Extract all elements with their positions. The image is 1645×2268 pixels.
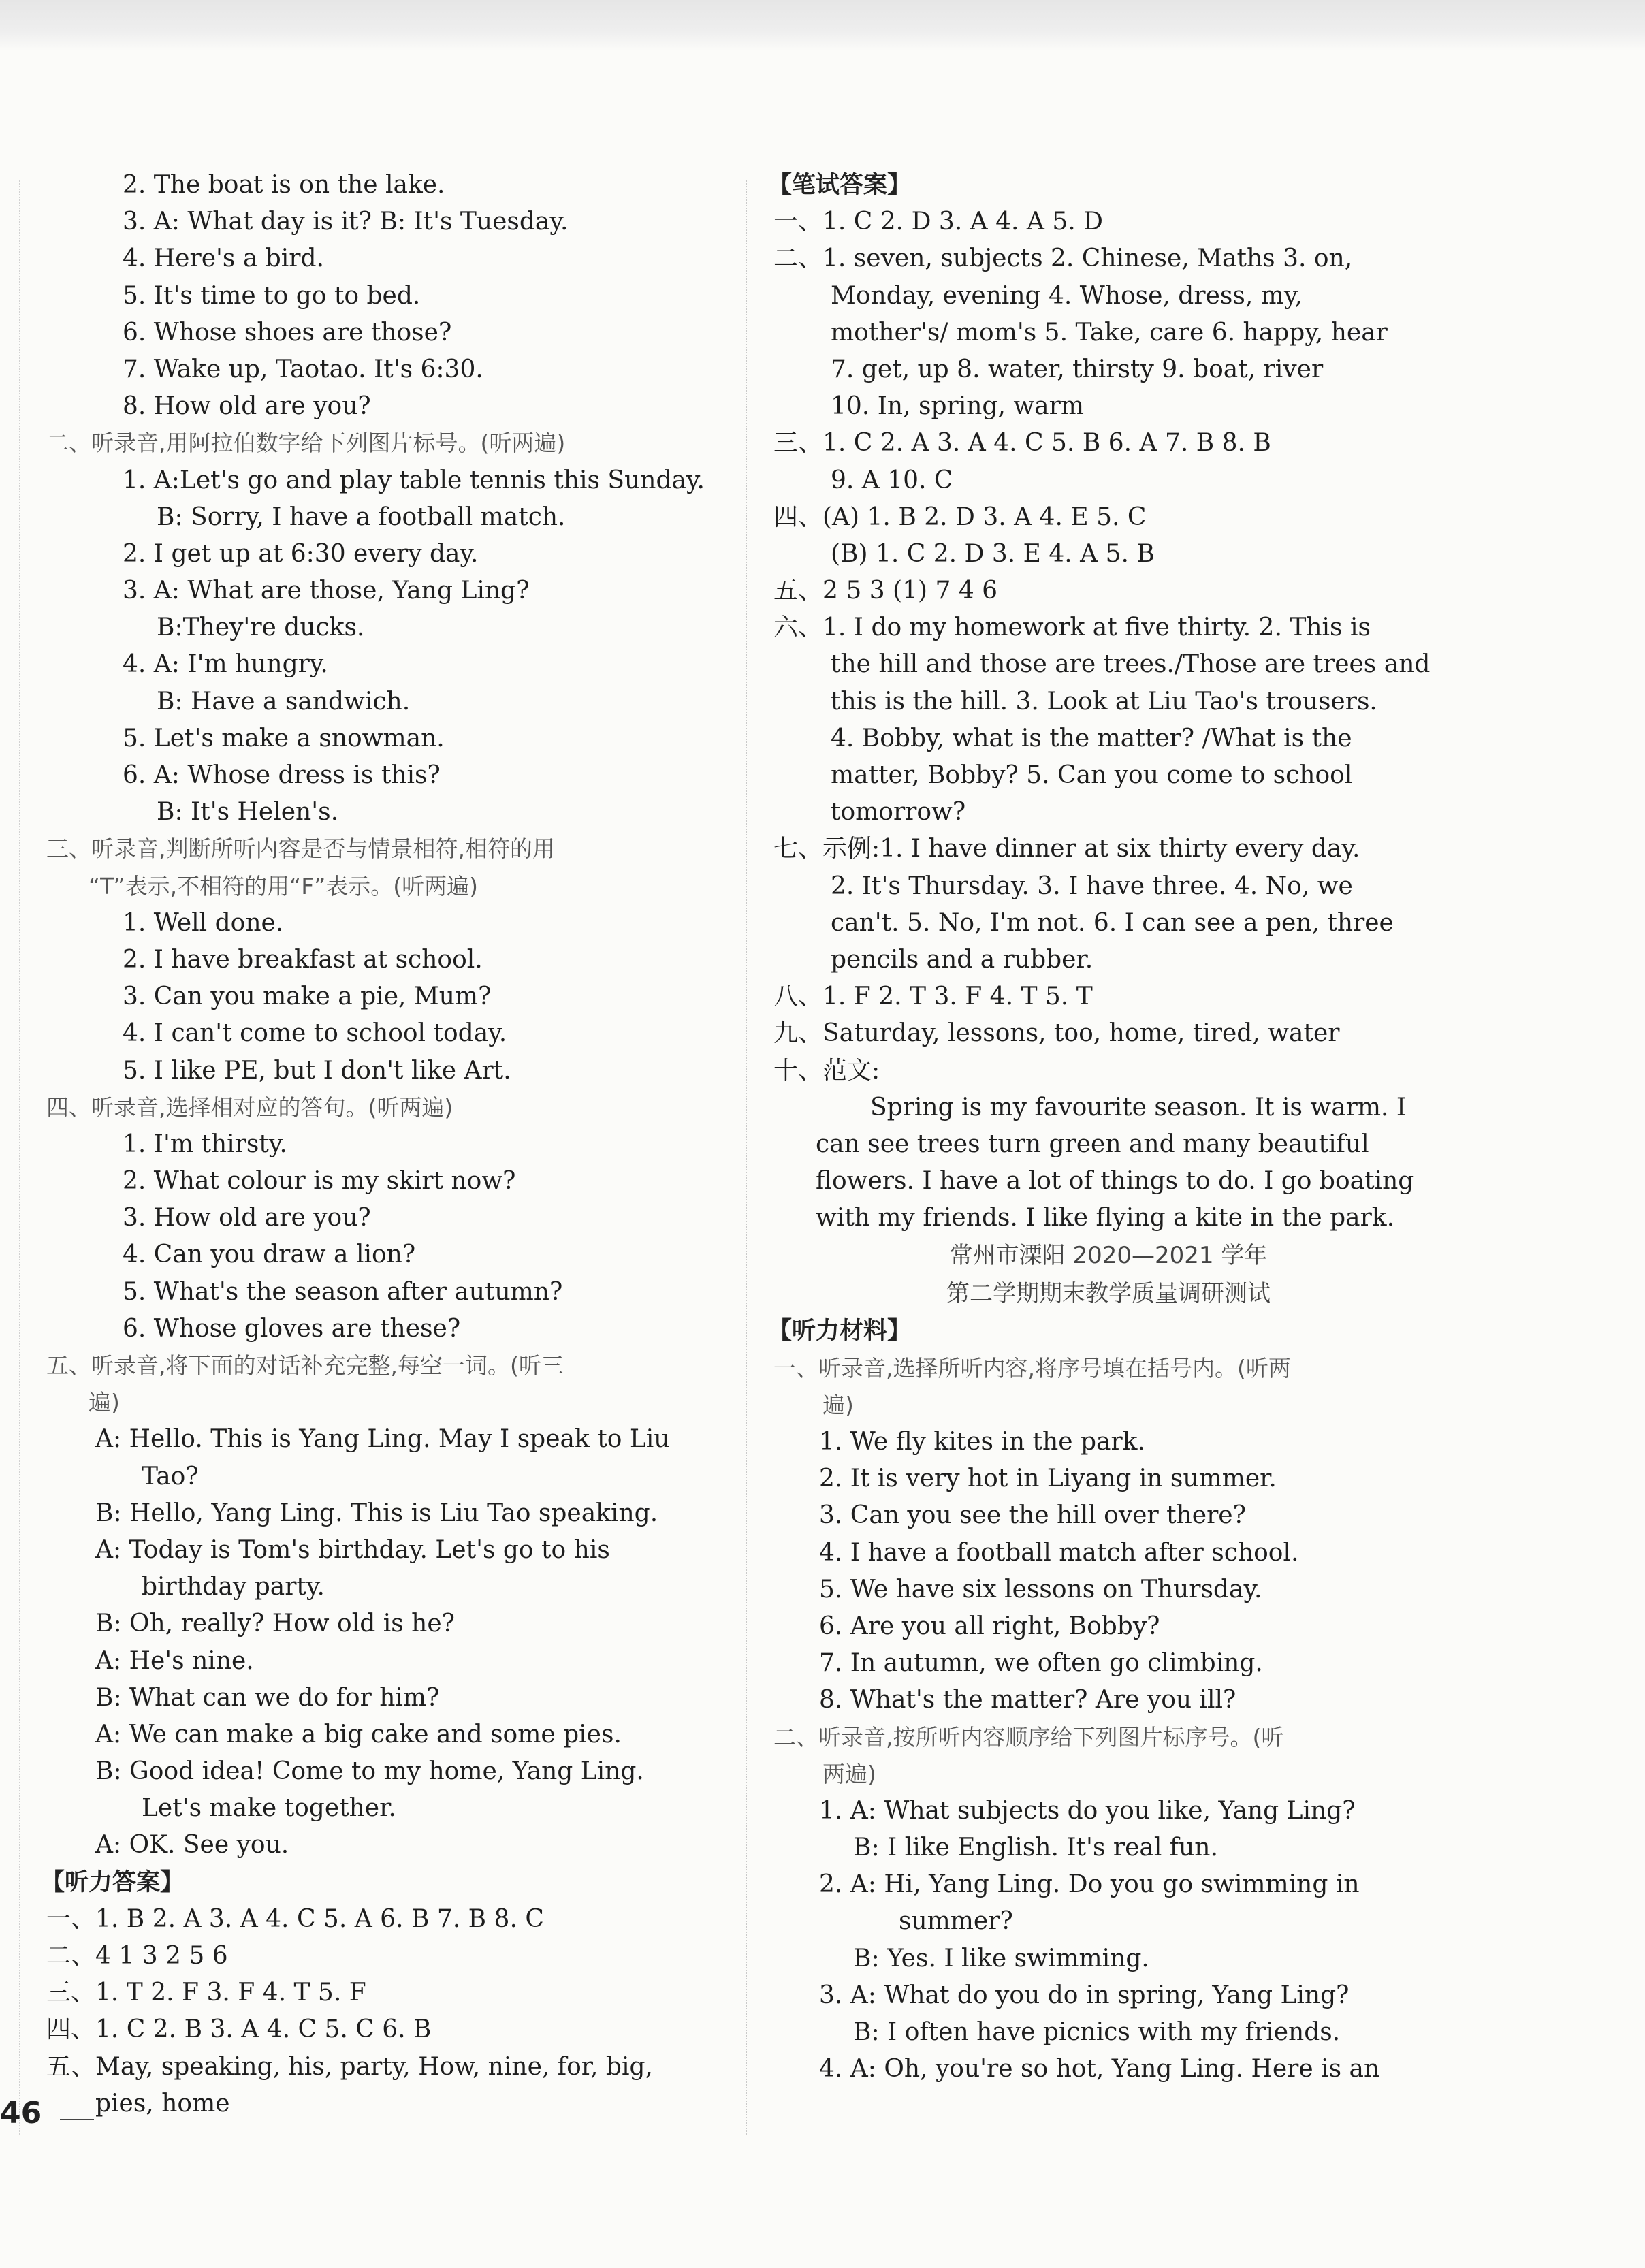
text-line: 2. It is very hot in Liyang in summer. — [819, 1465, 1277, 1493]
text-line: 二、4 1 3 2 5 6 — [46, 1942, 228, 1970]
text-line: 三、1. T 2. F 3. F 4. T 5. F — [46, 1979, 366, 2007]
page-number: 46 — [0, 2096, 42, 2130]
text-line: 2. I have breakfast at school. — [123, 945, 483, 974]
text-line: flowers. I have a lot of things to do. I go boating — [816, 1167, 1414, 1196]
text-line: 3. A: What are those, Yang Ling? — [123, 577, 530, 605]
text-line: 4. I have a football match after school. — [819, 1538, 1299, 1567]
section-heading: 【笔试答案】 — [768, 172, 912, 199]
text-line: 5. We have six lessons on Thursday. — [819, 1575, 1262, 1603]
text-line: 2. A: Hi, Yang Ling. Do you go swimming in — [819, 1870, 1360, 1899]
text-line: 2. It's Thursday. 3. I have three. 4. No, we — [831, 872, 1353, 900]
text-line: the hill and those are trees./Those are trees and — [831, 650, 1431, 679]
text-line: A: Today is Tom's birthday. Let's go to his — [95, 1535, 610, 1564]
text-line: B: Hello, Yang Ling. This is Liu Tao speaking. — [95, 1499, 658, 1527]
text-line: B: I like English. It's real fun. — [853, 1834, 1218, 1862]
text-line: 5. I like PE, but I don't like Art. — [123, 1056, 511, 1085]
text-line: 7. In autumn, we often go climbing. — [819, 1649, 1263, 1678]
text-line: 4. Bobby, what is the matter? /What is the — [831, 724, 1352, 752]
text-line: with my friends. I like flying a kite in the park. — [816, 1204, 1395, 1232]
text-line: B: What can we do for him? — [95, 1683, 440, 1712]
page-number-dash — [60, 2119, 94, 2120]
text-line: matter, Bobby? 5. Can you come to school — [831, 761, 1353, 789]
text-line: A: He's nine. — [95, 1646, 254, 1675]
scanned-page-top-band — [0, 0, 1645, 51]
text-line: 六、1. I do my homework at five thirty. 2. This is — [773, 613, 1371, 642]
section-heading: 【听力答案】 — [41, 1868, 185, 1896]
left-column — [41, 167, 729, 2122]
text-line: B: Sorry, I have a football match. — [157, 502, 566, 531]
text-line: 三、听录音,判断所听内容是否与情景相符,相符的用 — [46, 835, 555, 863]
text-line: 二、听录音,按所听内容顺序给下列图片标序号。(听 — [773, 1723, 1284, 1751]
text-line: 一、听录音,选择所听内容,将序号填在括号内。(听两 — [773, 1354, 1291, 1381]
text-line: 3. Can you make a pie, Mum? — [123, 983, 492, 1011]
text-line: 7. get, up 8. water, thirsty 9. boat, river — [831, 355, 1324, 383]
text-line: 1. We fly kites in the park. — [819, 1428, 1145, 1456]
text-line: this is the hill. 3. Look at Liu Tao's trousers. — [831, 687, 1377, 716]
text-line: 5. It's time to go to bed. — [123, 281, 421, 310]
text-line: tomorrow? — [831, 798, 966, 827]
text-line: B: Good idea! Come to my home, Yang Ling. — [95, 1757, 644, 1786]
text-line: 5. Let's make a snowman. — [123, 724, 445, 752]
text-line: 6. Are you all right, Bobby? — [819, 1612, 1160, 1640]
text-line: 四、1. C 2. B 3. A 4. C 5. C 6. B — [46, 2015, 432, 2044]
text-line: 1. A: What subjects do you like, Yang Ling? — [819, 1796, 1356, 1825]
text-line: 一、1. B 2. A 3. A 4. C 5. A 6. B 7. B 8. C — [46, 1904, 544, 1933]
text-line: 十、范文: — [773, 1056, 880, 1085]
text-line: 二、1. seven, subjects 2. Chinese, Maths 3. on, — [773, 244, 1353, 273]
text-line: 4. A: Oh, you're so hot, Yang Ling. Here is an — [819, 2055, 1380, 2083]
text-line: B: Yes. I like swimming. — [853, 1944, 1149, 1972]
text-line: 一、1. C 2. D 3. A 4. A 5. D — [773, 208, 1103, 236]
text-line: 2. What colour is my skirt now? — [123, 1167, 516, 1196]
section-heading: 【听力材料】 — [768, 1317, 912, 1345]
text-line: Monday, evening 4. Whose, dress, my, — [831, 281, 1303, 310]
text-line: 二、听录音,用阿拉伯数字给下列图片标号。(听两遍) — [46, 430, 566, 457]
text-line: 1. Well done. — [123, 908, 284, 937]
text-line: 七、示例:1. I have dinner at six thirty every day. — [773, 835, 1360, 863]
text-line: 9. A 10. C — [831, 466, 953, 494]
text-line: Spring is my favourite season. It is warm. I — [870, 1093, 1407, 1121]
text-line: 6. Whose shoes are those? — [123, 318, 452, 347]
text-line: pencils and a rubber. — [831, 945, 1093, 974]
text-line: 八、1. F 2. T 3. F 4. T 5. T — [773, 983, 1093, 1011]
text-line: 2. The boat is on the lake. — [123, 171, 445, 199]
right-column — [768, 167, 1449, 2088]
text-line: “T”表示,不相符的用“F”表示。(听两遍) — [89, 872, 479, 899]
text-line: 3. A: What day is it? B: It's Tuesday. — [123, 208, 569, 236]
text-line: 7. Wake up, Taotao. It's 6:30. — [123, 355, 483, 383]
text-line: 三、1. C 2. A 3. A 4. C 5. B 6. A 7. B 8. B — [773, 429, 1271, 458]
text-line: 4. A: I'm hungry. — [123, 650, 328, 679]
text-line: A: We can make a big cake and some pies. — [95, 1720, 622, 1748]
text-line: 6. Whose gloves are these? — [123, 1314, 461, 1343]
text-line: 10. In, spring, warm — [831, 392, 1084, 421]
text-line: birthday party. — [142, 1573, 325, 1601]
text-line: A: Hello. This is Yang Ling. May I speak to Liu — [95, 1425, 670, 1454]
text-line: 5. What's the season after autumn? — [123, 1277, 563, 1306]
section-heading: 第二学期期末教学质量调研测试 — [946, 1280, 1271, 1308]
section-heading: 常州市溧阳 2020—2021 学年 — [949, 1242, 1268, 1270]
text-line: B: Have a sandwich. — [157, 687, 411, 716]
column-divider — [746, 180, 747, 2135]
text-line: 1. A:Let's go and play table tennis this Sunday. — [123, 466, 705, 494]
text-line: 2. I get up at 6:30 every day. — [123, 539, 479, 568]
text-line: 五、听录音,将下面的对话补充完整,每空一词。(听三 — [46, 1352, 564, 1379]
text-line: 3. How old are you? — [123, 1204, 371, 1232]
text-line: 1. I'm thirsty. — [123, 1130, 287, 1158]
left-margin-rule — [19, 180, 20, 2135]
text-line: 九、Saturday, lessons, too, home, tired, water — [773, 1019, 1340, 1048]
text-line: 8. What's the matter? Are you ill? — [819, 1686, 1236, 1714]
text-line: can't. 5. No, I'm not. 6. I can see a pen, three — [831, 908, 1394, 937]
text-line: 4. Can you draw a lion? — [123, 1241, 416, 1269]
text-line: 四、(A) 1. B 2. D 3. A 4. E 5. C — [773, 502, 1147, 531]
text-line: Tao? — [142, 1462, 199, 1490]
text-line: mother's/ mom's 5. Take, care 6. happy, hear — [831, 318, 1388, 347]
text-line: 4. Here's a bird. — [123, 244, 324, 273]
text-line: 3. Can you see the hill over there? — [819, 1501, 1246, 1530]
text-line: B: It's Helen's. — [157, 798, 339, 827]
text-line: 4. I can't come to school today. — [123, 1019, 507, 1048]
text-line: 6. A: Whose dress is this? — [123, 761, 441, 789]
text-line: 8. How old are you? — [123, 392, 371, 421]
text-line: can see trees turn green and many beautiful — [816, 1130, 1369, 1158]
text-line: 3. A: What do you do in spring, Yang Ling? — [819, 1981, 1349, 2009]
text-line: 五、2 5 3 (1) 7 4 6 — [773, 577, 998, 605]
text-line: Let's make together. — [142, 1794, 396, 1823]
text-line: 遍) — [822, 1391, 854, 1418]
text-line: pies, home — [95, 2089, 230, 2118]
text-line: (B) 1. C 2. D 3. E 4. A 5. B — [831, 539, 1155, 568]
text-line: B:They're ducks. — [157, 613, 365, 642]
text-line: 遍) — [89, 1389, 120, 1416]
text-line: summer? — [899, 1907, 1013, 1936]
text-line: 五、May, speaking, his, party, How, nine, for, big, — [46, 2052, 653, 2081]
text-line: B: I often have picnics with my friends. — [853, 2018, 1341, 2046]
text-line: 四、听录音,选择相对应的答句。(听两遍) — [46, 1093, 453, 1121]
text-line: A: OK. See you. — [95, 1831, 289, 1859]
text-line: B: Oh, really? How old is he? — [95, 1610, 455, 1638]
text-line: 两遍) — [822, 1760, 876, 1787]
